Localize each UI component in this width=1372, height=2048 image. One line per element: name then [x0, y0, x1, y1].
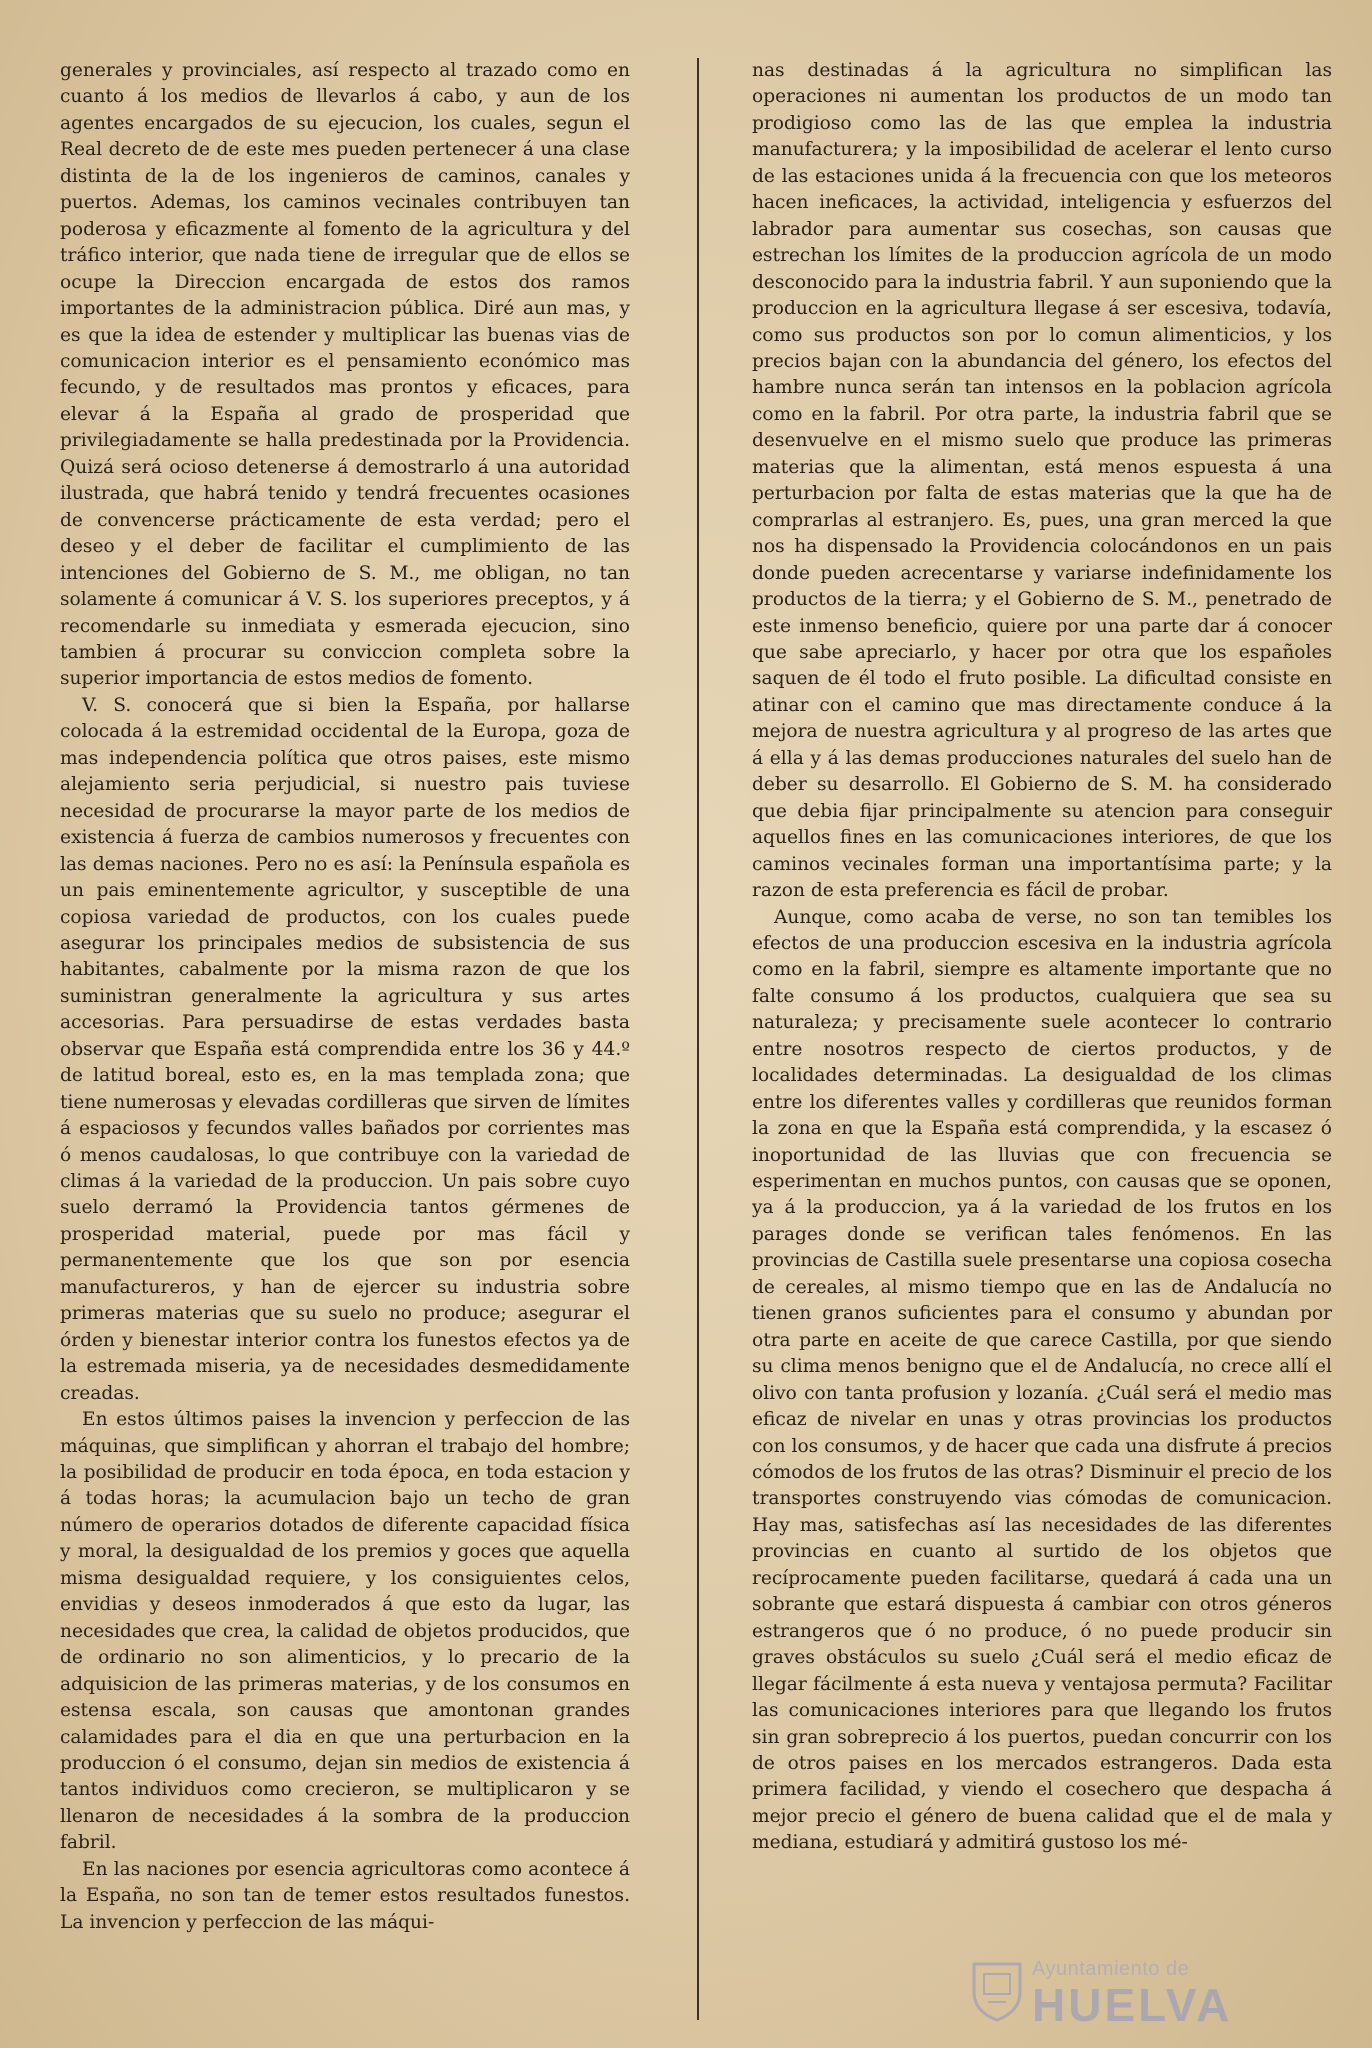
right-column: [752, 58, 1332, 2018]
watermark-subtitle: Ayuntamiento de: [1032, 1958, 1190, 1980]
paragraph: En las naciones por esencia agricultoras como acontece á la España, no son tan de temer estos resultados funestos. La invencion y perfeccion de las máqui-: [60, 1858, 630, 1933]
archive-watermark: [968, 1952, 1298, 2032]
coat-of-arms-icon: [968, 1958, 1026, 2022]
column-divider: [697, 58, 699, 2020]
left-column: [60, 58, 630, 2018]
paragraph: Aunque, como acaba de verse, no son tan temibles los efectos de una produccion escesiva en la industria agrícola como en la fabril, siempre es altamente importante que no falte consumo á los productos, cualquiera que sea su naturaleza; y precisamente suele acontecer lo contrario entre nosotros respecto de ciertos productos, y de localidades determinadas. La desigualdad de los climas entre los diferentes valles y cordilleras que reunidos forman la zona en que la España está comprendida, y la escasez ó inoportunidad de las lluvias que con frecuencia se esperimentan en muchos puntos, con causas que se oponen, ya á la produccion, ya á la variedad de los frutos en los parages donde se verifican tales fenómenos. En las provincias de Castilla suele presentarse una copiosa cosecha de cereales, al mismo tiempo que en las de Andalucía no tienen granos suficientes para el consumo y abundan por otra parte en aceite de que carece Castilla, por que siendo su clima menos benigno que el de Andalucía, no crece allí el olivo con tanta profusion y lozanía. ¿Cuál será el medio mas eficaz de nivelar en unas y otras provincias los productos con los consumos, y de hacer que cada una disfrute á precios cómodos de los frutos de las otras? Disminuir el precio de los transportes construyendo vias cómodas de comunicacion. Hay mas, satisfechas así las necesidades de las diferentes provincias en cuanto al surtido de los objetos que recíprocamente pueden facilitarse, quedará á cada una un sobrante que estará dispuesta á cambiar con otros géneros estrangeros que ó no produce, ó no puede producir sin graves obstáculos su suelo ¿Cuál será el medio eficaz de llegar fácilmente á esta nueva y ventajosa permuta? Facilitar las comunicaciones interiores para que llegando los frutos sin gran sobreprecio á los puertos, puedan concurrir con los de otros paises en los mercados estrangeros. Dada esta primera facilidad, y viendo el cosechero que despacha á mejor precio el género de buena calidad que el de mala y mediana, estudiará y admitirá gustoso los mé-: [752, 906, 1332, 1854]
paragraph: V. S. conocerá que si bien la España, por hallarse colocada á la estremidad occidental de la Europa, goza de mas independencia política que otros paises, este mismo alejamiento seria perjudicial, si nuestro pais tuviese necesidad de procurarse la mayor parte de los medios de existencia á fuerza de cambios numerosos y frecuentes con las demas naciones. Pero no es así: la Península española es un pais eminentemente agricultor, y susceptible de una copiosa variedad de productos, con los cuales puede asegurar los principales medios de subsistencia de sus habitantes, cabalmente por la misma razon de que los suministran generalmente la agricultura y sus artes accesorias. Para persuadirse de estas verdades basta observar que España está comprendida entre los 36 y 44.º de latitud boreal, esto es, en la mas templada zona; que tiene numerosas y elevadas cordilleras que sirven de límites á espaciosos y fecundos valles bañados por corrientes mas ó menos caudalosas, lo que contribuye con la variedad de climas á la variedad de la produccion. Un pais sobre cuyo suelo derramó la Providencia tantos gérmenes de prosperidad material, puede por mas fácil y permanentemente que los que son por esencia manufactureros, y han de ejercer su industria sobre primeras materias que su suelo no produce; asegurar el órden y bienestar interior contra los funestos efectos ya de la estremada miseria, ya de necesidades desmedidamente creadas.: [60, 694, 630, 1404]
paragraph: nas destinadas á la agricultura no simplifican las operaciones ni aumentan los productos de un modo tan prodigioso como las de las que emplea la industria manufacturera; y la imposibilidad de acelerar el lento curso de las estaciones unida á la frecuencia con que los meteoros hacen ineficaces, la actividad, inteligencia y esfuerzos del labrador para aumentar sus cosechas, son causas que estrechan los límites de la produccion agrícola de un modo desconocido para la industria fabril. Y aun suponiendo que la produccion en la agricultura llegase á ser escesiva, todavía, como sus productos son por lo comun alimenticios, y los precios bajan con la abundancia del género, los efectos del hambre nunca serán tan intensos en la poblacion agrícola como en la fabril. Por otra parte, la industria fabril que se desenvuelve en el mismo suelo que produce las primeras materias que la alimentan, está menos espuesta á una perturbacion por falta de estas materias que la que ha de comprarlas al estranjero. Es, pues, una gran merced la que nos ha dispensado la Providencia colocándonos en un pais donde pueden acrecentarse y variarse indefinidamente los productos de la tierra; y el Gobierno de S. M., penetrado de este inmenso beneficio, quiere por una parte dar á conocer que sabe apreciarlo, y hacer por otra que los españoles saquen de él todo el fruto posible. La dificultad consiste en atinar con el camino que mas directamente conduce á la mejora de nuestra agricultura y al progreso de las artes que á ella y á las demas producciones naturales del suelo han de deber su desarrollo. El Gobierno de S. M. ha considerado que debia fijar principalmente su atencion para conseguir aquellos fines en las comunicaciones interiores, de que los caminos vecinales forman una importantísima parte; y la razon de esta preferencia es fácil de probar.: [752, 60, 1332, 902]
paragraph: En estos últimos paises la invencion y perfeccion de las máquinas, que simplifican y ahorran el trabajo del hombre; la posibilidad de producir en toda época, en toda estacion y á todas horas; la acumulacion bajo un techo de gran número de operarios dotados de diferente capacidad física y moral, la desigualdad de los premios y goces que aquella misma desigualdad requiere, y los consiguientes celos, envidias y deseos inmoderados á que esto da lugar, las necesidades que crea, la calidad de objetos producidos, que de ordinario no son alimenticios, y lo precario de la adquisicion de las primeras materias, y de los consumos en estensa escala, son causas que amontonan grandes calamidades para el dia en que una perturbacion en la produccion ó el consumo, dejan sin medios de existencia á tantos individuos como crecieron, se multiplicaron y se llenaron de necesidades á la sombra de la produccion fabril.: [60, 1409, 630, 1854]
watermark-title: HUELVA: [1032, 1979, 1233, 2031]
paragraph: generales y provinciales, así respecto al trazado como en cuanto á los medios de llevarlos á cabo, y aun de los agentes encargados de su ejecucion, los cuales, segun el Real decreto de de este mes pueden pertenecer á una clase distinta de la de los ingenieros de caminos, canales y puertos. Ademas, los caminos vecinales contribuyen tan poderosa y eficazmente al fomento de la agricultura y del tráfico interior, que nada tiene de irregular que de ellos se ocupe la Direccion encargada de estos dos ramos importantes de la administracion pública. Diré aun mas, y es que la idea de estender y multiplicar las buenas vias de comunicacion interior es el pensamiento económico mas fecundo, y de resultados mas prontos y eficaces, para elevar á la España al grado de prosperidad que privilegiadamente se halla predestinada por la Providencia. Quizá será ocioso detenerse á demostrarlo á una autoridad ilustrada, que habrá tenido y tendrá frecuentes ocasiones de convencerse prácticamente de esta verdad; pero el deseo y el deber de facilitar el cumplimiento de las intenciones del Gobierno de S. M., me obligan, no tan solamente á comunicar á V. S. los superiores preceptos, y á recomendarle su inmediata y esmerada ejecucion, sino tambien á procurar su conviccion completa sobre la superior importancia de estos medios de fomento.: [60, 60, 630, 690]
